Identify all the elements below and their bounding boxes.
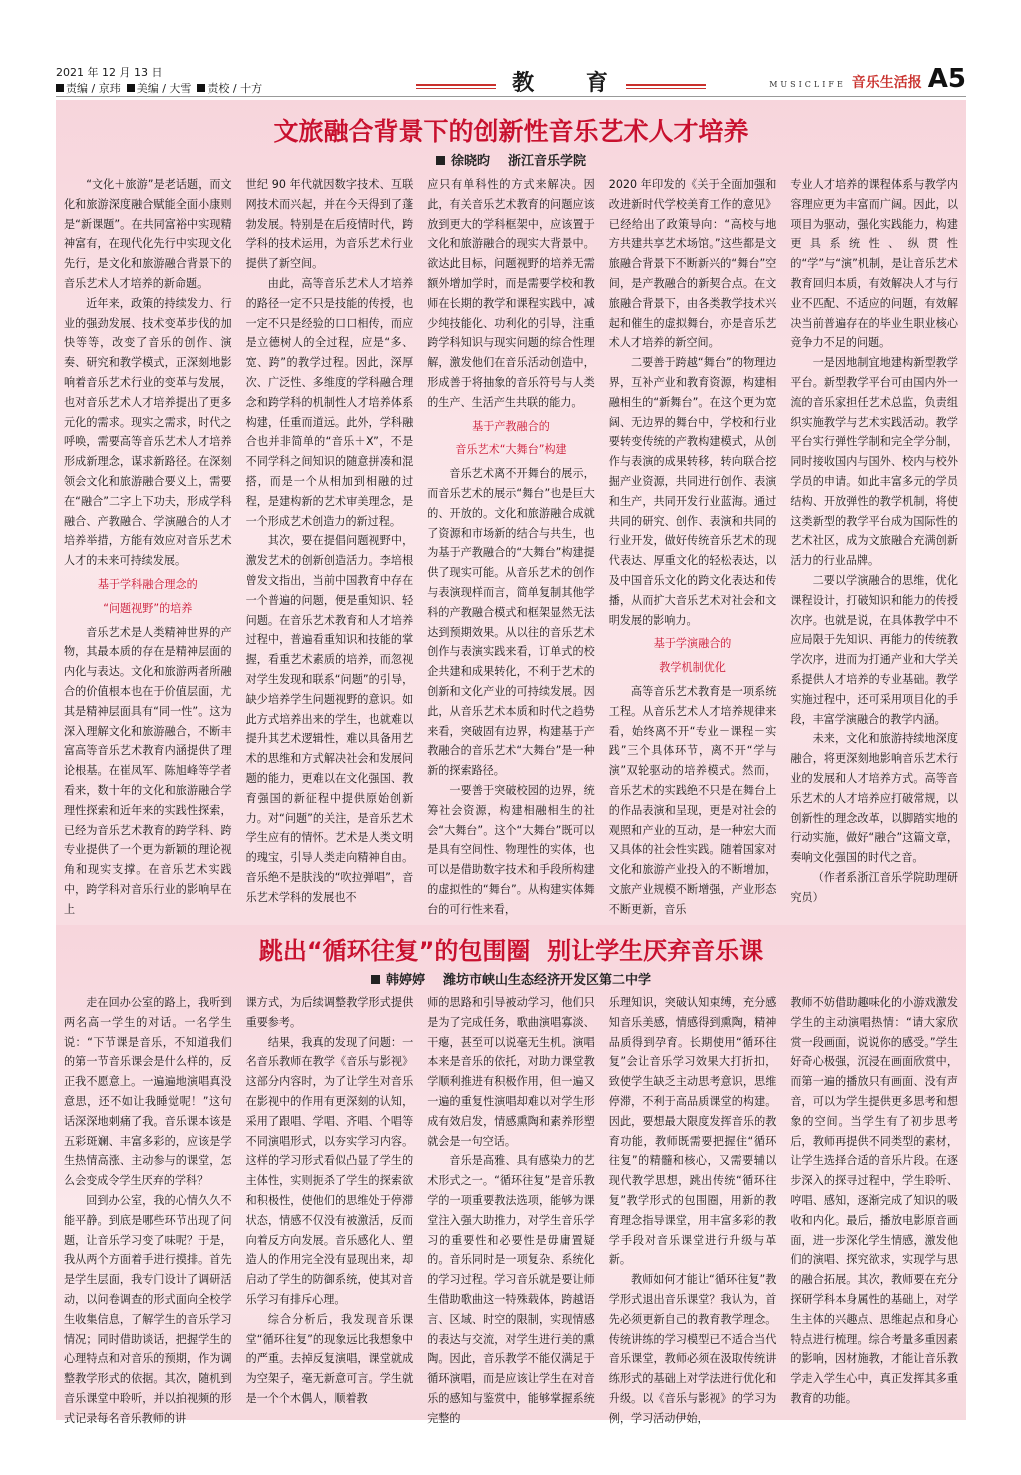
paragraph: 专业人才培养的课程体系与教学内容理应更为丰富而广阔。因此，以项目为驱动，强化实践能力，构建更具系统性、纵贯性的“学”与“演”机制，是让音乐艺术教育回归本质，有效解决人才与行业不匹配、不适应的问题，有效解决当前普遍存在的毕业生职业核心竞争力不足的问题。 bbox=[790, 178, 958, 350]
article-1-column-4 bbox=[609, 175, 777, 915]
paragraph: 高等音乐艺术教育是一项系统工程。从音乐艺术人才培养规律来看，始终离不开“专业－课程－实践”三个具体环节，离不开“学与演”双轮驱动的培养模式。然而，音乐艺术的实践绝不只是在舞台上的作品表演和呈现，更是对社会的观照和产业的互动，是一种宏大而又具体的社会性实践。随着国家对文化和旅游产业投入的不断增加，文旅产业规模不断增强，产业形态不断更新，音乐 bbox=[608, 684, 777, 916]
paragraph: 其次，要在提倡问题视野中，激发艺术的创新创造活力。李培根曾发文指出，当前中国教育中存在一个普遍的问题，便是重知识、轻问题。在音乐艺术教育和人才培养过程中，普遍看重知识和技能的掌握，看重艺术素质的培养，而忽视对学生发现和联系“问题”的引导，缺少培养学生问题视野的意识。如此方式培养出来的学生，也就难以提升其艺术逻辑性，难以具备用艺术的思维和方式解决社会和发展问题的能力，更难以在文化强国、教育强国的新征程中提供原始创新力。对“问题”的关注，是音乐艺术学生应有的情怀。艺术是人类文明的瑰宝，引导人类走向精神自由。音乐绝不是肤浅的“吹拉弹唱”，音乐艺术学科的发展也不 bbox=[245, 534, 414, 904]
subheading: 基于学演融合的 bbox=[653, 637, 732, 651]
paragraph: 结果，我真的发现了问题：一名音乐教师在教学《音乐与影视》这部分内容时，为了让学生对音乐在影视中的作用有更深刻的认知，采用了跟唱、学唱、齐唱、个唱等不同演唱形式，以夯实学习内容。这样的学习形式看似凸显了学生的主体性，实则扼杀了学生的探索欲和积极性，使他们的思维处于停滞状态，情感不仅没有被激活，反而向着反方向发展。音乐感化人、塑造人的作用完全没有显现出来，却启动了学生的防御系统，使其对音乐学习有排斥心理。 bbox=[245, 1035, 414, 1306]
paragraph: 教师不妨借助趣味化的小游戏激发学生的主动演唱热情：“请大家欣赏一段画面，说说你的感受。”学生好奇心极强，沉浸在画面欣赏中，而第一遍的播放只有画面、没有声音，可以为学生提供更多思考和想象的空间。当学生有了初步思考后，教师再提供不同类型的素材，让学生选择合适的音乐片段。在逐步深入的探寻过程中，学生聆听、哼唱、感知，逐渐完成了知识的吸收和内化。最后，播放电影原音画面，进一步深化学生情感，激发他们的演唱、探究欲求，实现学与思的融合拓展。其次，教师要在充分探研学科本身属性的基础上，对学生主体的兴趣点、思维起点和身心特点进行梳理。综合考量多重因素的影响，因材施教，才能让音乐教学走入学生心中，真正发挥其多重教育的功能。 bbox=[790, 996, 958, 1405]
paragraph: 课方式，为后续调整教学形式提供重要参考。 bbox=[245, 996, 414, 1029]
article-1-column-5 bbox=[790, 175, 958, 915]
article-2-author: 韩婷婷 bbox=[385, 973, 425, 988]
subheading: 音乐艺术“大舞台”构建 bbox=[455, 443, 567, 457]
paragraph: 2020 年印发的《关于全面加强和改进新时代学校美育工作的意见》已经给出了政策导向：“高校与地方共建共享艺术场馆。”这些都是文旅融合背景下不断新兴的“舞台”空间，是产教融合的新契合点。在文旅融合背景下，由各类教学技术兴起和催生的虚拟舞台，亦是音乐艺术人才培养的新空间。 bbox=[608, 178, 777, 350]
paragraph: 教师如何才能让“循环往复”教学形式退出音乐课堂？我认为，首先必须更新自己的教育教学理念。传统讲练的学习模型已不适合当代音乐课堂，教师必须在汲取传统讲练形式的基础上对学法进行优化和升级。以《音乐与影视》的学习为例，学习活动伊始， bbox=[608, 1273, 777, 1425]
paragraph: 二要善于跨越“舞台”的物理边界，互补产业和教育资源，构建相融相生的“新舞台”。在这个更为宽阔、无边界的舞台中，学校和行业要转变传统的产教构建模式，从创作与表演的成果转移，转向联合挖掘产业资源，共同进行创作、表演和生产，共同开发行业蓝海。通过共同的研究、创作、表演和共同的行业开发，做好传统音乐艺术的现代表达、厚重文化的轻松表达，以及中国音乐文化的跨文化表达和传播，从而扩大音乐艺术对社会和文明发展的影响力。 bbox=[608, 356, 777, 627]
header-divider bbox=[56, 96, 966, 97]
article-2-headline: 跳出“循环往复”的包围圈 别让学生厌弃音乐课 bbox=[258, 937, 764, 965]
paragraph: 应只有单科性的方式来解决。因此，有关音乐艺术教育的问题应该放到更大的学科框架中，应该置于文化和旅游融合的现实大背景中。欲达此目标，问题视野的培养无需额外增加学时，而是需要学校和教师在长期的教学和课程实践中，减少纯技能化、功利化的引导，注重跨学科知识与现实问题的综合性理解，激发他们在音乐活动创造中，形成善于将抽象的音乐符号与人类的生产、生活产生共联的能力。 bbox=[427, 178, 595, 409]
article-1 bbox=[56, 100, 966, 925]
subheading: 基于学科融合理念的 bbox=[97, 577, 198, 591]
staff-editor: 责编 / 京玮 bbox=[56, 80, 121, 96]
paragraph: 音乐艺术是人类精神世界的产物，其最本质的存在是精神层面的内化与表达。文化和旅游两者所融合的价值根本也在于价值层面，尤其是精神层面具有“同一性”。这为深入理解文化和旅游融合，不断丰富高等音乐艺术教育内涵提供了理论根基。在崔凤军、陈旭峰等学者看来，数十年的文化和旅游融合学理性探索和近年来的实践性探索，已经为音乐艺术教育的跨学科、跨专业提供了一个更为新颖的理论视角和现实支撑。在音乐艺术实践中，跨学科对音乐行业的影响早在上 bbox=[64, 625, 232, 916]
staff-proofreader: 责校 / 十方 bbox=[197, 80, 262, 96]
article-1-column-1 bbox=[64, 175, 232, 915]
section-title: 教 育 bbox=[512, 70, 630, 96]
paragraph: 音乐是高雅、具有感染力的艺术形式之一。“循环往复”是音乐教学的一项重要教法选项，能够为课堂注入强大助推力，对学生音乐学习的重要性和必要性是毋庸置疑的。音乐同时是一项复杂、系统化的学习过程。学习音乐就是要让师生借助歌曲这一特殊载体，跨越语言、区域、时空的限制，实现情感的表达与交流，对学生进行美的熏陶。因此，音乐教学不能仅满足于循环演唱，而是应该让学生在对音乐的感知与鉴赏中，能够掌握系统完整的 bbox=[427, 1154, 595, 1425]
subheading: 基于产教融合的 bbox=[472, 419, 550, 433]
section-heading bbox=[416, 66, 706, 96]
article-2-column-4 bbox=[608, 993, 777, 1425]
article-2-column-2 bbox=[246, 993, 414, 1413]
paragraph: 乐理知识，突破认知束缚，充分感知音乐美感，情感得到熏陶，精神品质得到孕育。长期使用“循环往复”会让音乐学习效果大打折扣，致使学生缺乏主动思考意识，思维停滞，不利于高品质课堂的构建。因此，要想最大限度发挥音乐的教育功能，教师既需要把握住“循环往复”的精髓和核心，又需要辅以现代教学思想，跳出传统“循环往复”教学形式的包围圈，用新的教育理念指导课堂，用丰富多彩的教学手段对音乐课堂进行升级与革新。 bbox=[608, 996, 777, 1267]
article-2-body bbox=[64, 993, 958, 1425]
paragraph: 未来，文化和旅游持续地深度融合，将更深刻地影响音乐艺术行业的发展和人才培养方式。高等音乐艺术的人才培养应打破常规，以创新性的理念改革，以脚踏实地的行动实施，做好“融合”这篇文章，奏响文化强国的时代之音。 bbox=[790, 732, 958, 865]
article-1-byline bbox=[56, 150, 966, 169]
subheading: “问题视野”的培养 bbox=[103, 601, 193, 615]
paper-name-en: MUSICLIFE bbox=[769, 80, 846, 89]
paragraph: 回到办公室，我的心情久久不能平静。到底是哪些环节出现了问题，让音乐学习变了味呢？于是，我从两个方面着手进行摸排。首先是学生层面，我专门设计了调研活动，以问卷调查的形式面向全校学生收集信息，了解学生的音乐学习情况；同时借助谈话，把握学生的心理特点和对音乐的预期，作为调整教学形式的依据。其次，随机到音乐课堂中聆听，并以拍视频的形式记录每名音乐教师的讲 bbox=[64, 1193, 232, 1425]
paper-masthead bbox=[769, 66, 966, 92]
paragraph: 由此，高等音乐艺术人才培养的路径一定不只是技能的传授，也一定不只是经验的口口相传，而应是立德树人的全过程，应是“多、宽、跨”的教学过程。因此，深厚次、广泛性、多维度的学科融合理念和跨学科的机制性人才培养体系构建，任重而道远。此外，学科融合也并非简单的“音乐＋X”，不是不同学科之间知识的随意拼凑和混搭，而是一个从相加到相融的过程，是建构新的艺术审美理念，是一个形成艺术创造力的新过程。 bbox=[245, 276, 414, 528]
paragraph: 综合分析后，我发现音乐课堂“循环往复”的现象远比我想象中的严重。去掉反复演唱，课堂就成为空架子，毫无新意可言。学生就是一个个木偶人，顺着教 bbox=[245, 1312, 414, 1405]
article-1-column-3 bbox=[427, 175, 595, 915]
article-2-column-3 bbox=[427, 993, 595, 1425]
staff-credits bbox=[56, 80, 262, 96]
paragraph: 一是因地制宜地建构新型教学平台。新型教学平台可由国内外一流的音乐家担任艺术总监，负责组织实施教学与艺术实践活动。教学平台实行弹性学制和完全学分制，同时接收国内与国外、校内与校外学员的申请。如此丰富多元的学员结构、开放弹性的教学机制，将使这类新型的教学平台成为国际性的艺术社区，成为文旅融合充满创新活力的行业品牌。 bbox=[790, 356, 958, 568]
paragraph: 近年来，政策的持续发力、行业的强劲发展、技术变革步伐的加快等等，改变了音乐的创作、演奏、研究和教学模式，正深刻地影响着音乐艺术行业的变革与发展，也对音乐艺术人才培养提出了更多元化的需求。现实之需求，时代之呼唤，需要高等音乐艺术人才培养形成新理念，谋求新路径。在深刻领会文化和旅游融合要义上，需要在“融合”二字上下功夫，形成学科融合、产教融合、学演融合的人才培养举措，方能有效应对音乐艺术人才的未来可持续发展。 bbox=[64, 296, 232, 568]
issue-date: 2021 年 12 月 13 日 bbox=[56, 66, 163, 79]
article-1-affiliation: 浙江音乐学院 bbox=[508, 154, 587, 169]
article-2-column-1 bbox=[64, 993, 232, 1425]
article-2-affiliation: 潍坊市峡山生态经济开发区第二中学 bbox=[443, 973, 652, 988]
page-number: A5 bbox=[927, 64, 966, 94]
paragraph: （作者系浙江音乐学院助理研究员） bbox=[790, 870, 958, 904]
article-1-column-2 bbox=[246, 175, 414, 915]
paragraph: 音乐艺术离不开舞台的展示，而音乐艺术的展示“舞台”也是巨大的、开放的。文化和旅游融合成就了资源和市场新的结合与共生，也为基于产教融合的“大舞台”构建提供了现实可能。从音乐艺术的创作与表演现样而言，简单复制其他学科的产教融合模式和框架显然无法达到预期效果。从以往的音乐艺术创作与表演实践来看，订单式的校企共建和成果转化，不利于艺术的创新和文化产业的可持续发展。因此，从音乐艺术本质和时代之趋势来看，突破固有边界，构建基于产教融合的音乐艺术“大舞台”是一种新的探索路径。 bbox=[427, 467, 595, 778]
paragraph: 走在回办公室的路上，我听到两名高一学生的对话。一名学生说：“下节课是音乐，不知道我们的第一节音乐课会是什么样的，反正我不愿意上。一遍遍地演唱真没意思，还不如让我睡觉呢！”这句话深深地刺痛了我。音乐课本该是五彩斑斓、丰富多彩的，应该是学生热情高涨、主动参与的课堂，怎么会变成令学生厌弃的学科？ bbox=[64, 996, 232, 1188]
paragraph: “文化＋旅游”是老话题，而文化和旅游深度融合赋能全面小康则是“新课题”。在共同富裕中实现精神富有，在现代化先行中实现文化先行，是文化和旅游融合背景下的音乐艺术人才培养的新命题。 bbox=[64, 178, 232, 290]
staff-designer: 美编 / 大雪 bbox=[127, 80, 192, 96]
paragraph: 师的思路和引导被动学习，他们只是为了完成任务，歌曲演唱寡淡、干瘪，甚至可以说毫无生机。演唱本来是音乐的依托，对助力课堂教学顺利推进有积极作用，但一遍又一遍的重复性演唱却难以对学生形成有效启发，情感熏陶和素养形塑就会是一句空话。 bbox=[427, 996, 595, 1148]
page-header bbox=[56, 64, 966, 100]
paragraph: 世纪 90 年代就因数字技术、互联网技术而兴起，并在今天得到了蓬勃发展。特别是在后疫情时代，跨学科的技术运用，为音乐艺术行业提供了新空间。 bbox=[245, 178, 414, 271]
article-1-headline: 文旅融合背景下的创新性音乐艺术人才培养 bbox=[273, 117, 749, 146]
article-2-byline bbox=[56, 969, 966, 988]
article-1-body bbox=[64, 175, 958, 915]
article-1-author: 徐晓昀 bbox=[450, 154, 490, 169]
article-2 bbox=[56, 925, 966, 1425]
paper-name-cn: 音乐生活报 bbox=[851, 75, 922, 91]
paragraph: 一要善于突破校园的边界，统筹社会资源，构建相融相生的社会“大舞台”。这个“大舞台”既可以是具有空间性、物理性的实体，也可以是借助数字技术和手段所构建的虚拟性的“舞台”。从构建实体舞台的可行性来看， bbox=[427, 783, 595, 916]
subheading: 教学机制优化 bbox=[659, 661, 726, 675]
paragraph: 二要以学演融合的思维，优化课程设计，打破知识和能力的传授次序。也就是说，在具体教学中不应局限于先知识、再能力的传统教学次序，进而为打通产业和大学关系提供人才培养的专业基础。教学实施过程中，还可采用项目化的手段，丰富学演融合的教学内涵。 bbox=[790, 573, 958, 726]
article-2-column-5 bbox=[790, 993, 958, 1413]
